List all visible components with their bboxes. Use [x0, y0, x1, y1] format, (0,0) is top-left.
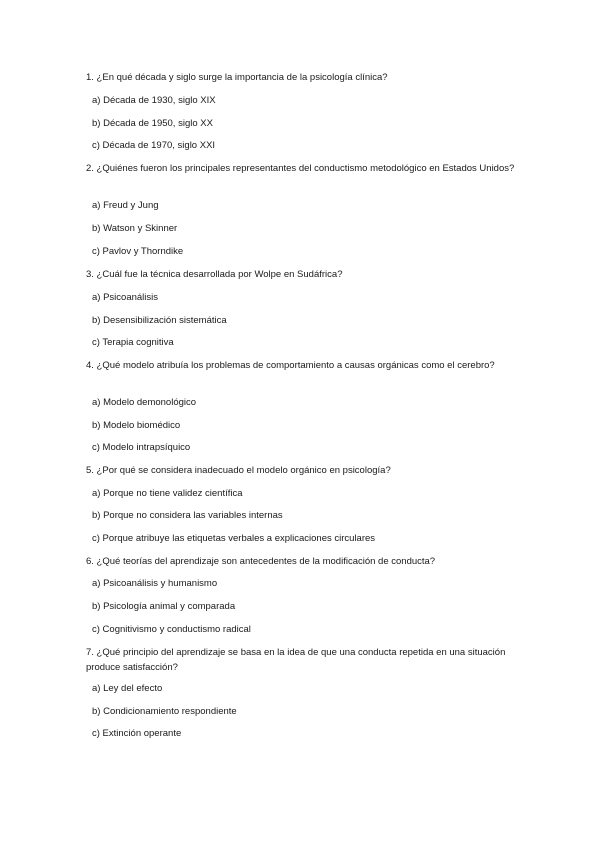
question-2-option-a: a) Freud y Jung	[92, 200, 159, 211]
question-1-option-c: c) Década de 1970, siglo XXI	[92, 140, 216, 151]
question-2-option-c: c) Pavlov y Thorndike	[92, 246, 184, 257]
question-3-option-a: a) Psicoanálisis	[92, 292, 158, 303]
question-5-option-b: b) Porque no considera las variables internas	[92, 510, 283, 521]
question-1: 1. ¿En qué década y siglo surge la importancia de la psicología clínica?	[86, 72, 388, 83]
question-2: 2. ¿Quiénes fueron los principales representantes del conductismo metodológico en Estados Unidos?	[86, 163, 515, 174]
question-6-option-b: b) Psicología animal y comparada	[92, 601, 236, 612]
question-7-option-a: a) Ley del efecto	[92, 683, 163, 694]
question-3-option-c: c) Terapia cognitiva	[92, 337, 174, 348]
question-1-option-b: b) Década de 1950, siglo XX	[92, 118, 213, 129]
question-5-option-a: a) Porque no tiene validez científica	[92, 488, 243, 499]
question-4: 4. ¿Qué modelo atribuía los problemas de comportamiento a causas orgánicas como el cerebro?	[86, 360, 495, 371]
question-1-option-a: a) Década de 1930, siglo XIX	[92, 95, 216, 106]
question-5-option-c: c) Porque atribuye las etiquetas verbales a explicaciones circulares	[92, 533, 376, 544]
question-6: 6. ¿Qué teorías del aprendizaje son antecedentes de la modificación de conducta?	[86, 556, 436, 567]
question-3-option-b: b) Desensibilización sistemática	[92, 315, 227, 326]
question-7-option-b: b) Condicionamiento respondiente	[92, 706, 237, 717]
question-4-option-c: c) Modelo intrapsíquico	[92, 442, 191, 453]
question-3: 3. ¿Cuál fue la técnica desarrollada por Wolpe en Sudáfrica?	[86, 269, 343, 280]
question-4-option-a: a) Modelo demonológico	[92, 397, 197, 408]
question-6-option-c: c) Cognitivismo y conductismo radical	[92, 624, 251, 635]
question-6-option-a: a) Psicoanálisis y humanismo	[92, 578, 218, 589]
question-7-option-c: c) Extinción operante	[92, 728, 182, 739]
question-7: 7. ¿Qué principio del aprendizaje se basa en la idea de que una conducta repetida en una situación produce satisfacción?	[86, 647, 506, 673]
question-2-option-b: b) Watson y Skinner	[92, 223, 178, 234]
question-4-option-b: b) Modelo biomédico	[92, 420, 181, 431]
question-5: 5. ¿Por qué se considera inadecuado el modelo orgánico en psicología?	[86, 465, 391, 476]
